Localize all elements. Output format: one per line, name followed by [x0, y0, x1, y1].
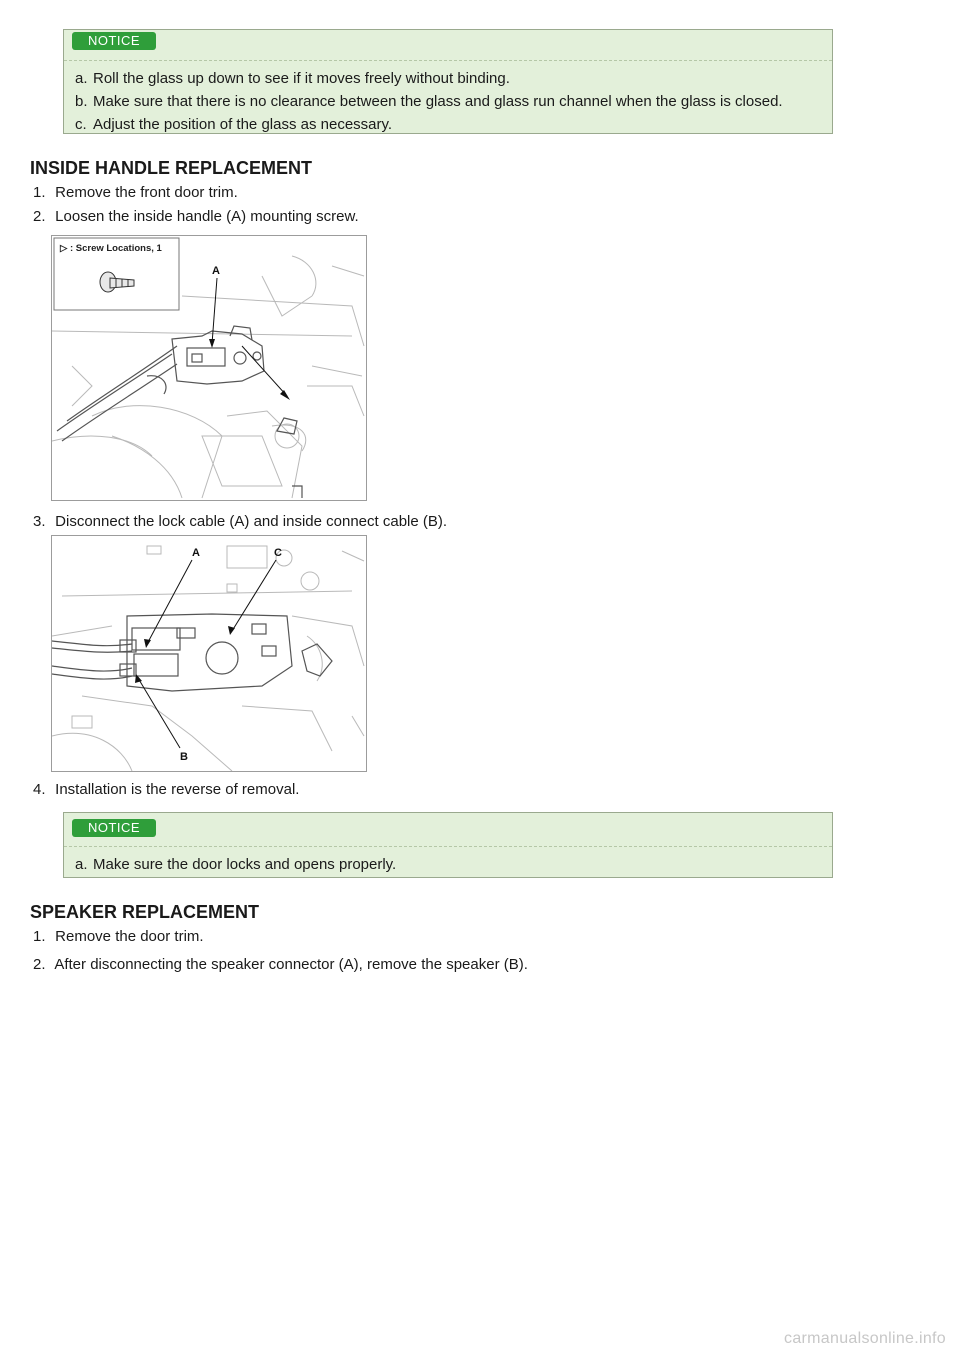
- notice-box-door-lock: [63, 812, 833, 878]
- figure-lock-cable: [51, 535, 367, 772]
- notice-item: a. Make sure the door locks and opens properly.: [75, 856, 397, 873]
- notice-header: [64, 30, 832, 61]
- notice-item: a. Roll the glass up down to see if it moves freely without binding.: [75, 70, 510, 87]
- step-item: 2. After disconnecting the speaker connector (A), remove the speaker (B).: [33, 956, 528, 973]
- step-item: 1. Remove the door trim.: [33, 928, 204, 945]
- notice-list: [64, 61, 832, 143]
- callout-label-a: A: [192, 547, 200, 559]
- notice-item: c. Adjust the position of the glass as necessary.: [75, 116, 393, 133]
- notice-header: [64, 813, 832, 847]
- step-item: 3. Disconnect the lock cable (A) and inside connect cable (B).: [33, 513, 448, 530]
- notice-item: b. Make sure that there is no clearance between the glass and glass run channel when the glass is closed.: [75, 93, 783, 110]
- step-item: 2. Loosen the inside handle (A) mounting screw.: [33, 208, 359, 225]
- notice-list: [64, 847, 832, 883]
- notice-badge: NOTICE: [72, 32, 156, 50]
- section-title-inside-handle: INSIDE HANDLE REPLACEMENT: [30, 158, 313, 178]
- figure-inside-handle-screw: [51, 235, 367, 501]
- inset-label: ▷ : Screw Locations, 1: [60, 243, 162, 254]
- diagram-lock-cable: [52, 536, 366, 771]
- watermark: carmanualsonline.info: [784, 1330, 946, 1347]
- notice-badge: NOTICE: [72, 819, 156, 837]
- section-title-speaker: SPEAKER REPLACEMENT: [30, 902, 260, 922]
- step-item: 1. Remove the front door trim.: [33, 184, 238, 201]
- diagram-door-handle: [52, 236, 366, 500]
- callout-label-b: B: [180, 751, 188, 763]
- callout-label-a: A: [212, 265, 220, 277]
- step-item: 4. Installation is the reverse of removal.: [33, 781, 300, 798]
- callout-label-c: C: [274, 547, 282, 559]
- notice-box-glass: [63, 29, 833, 134]
